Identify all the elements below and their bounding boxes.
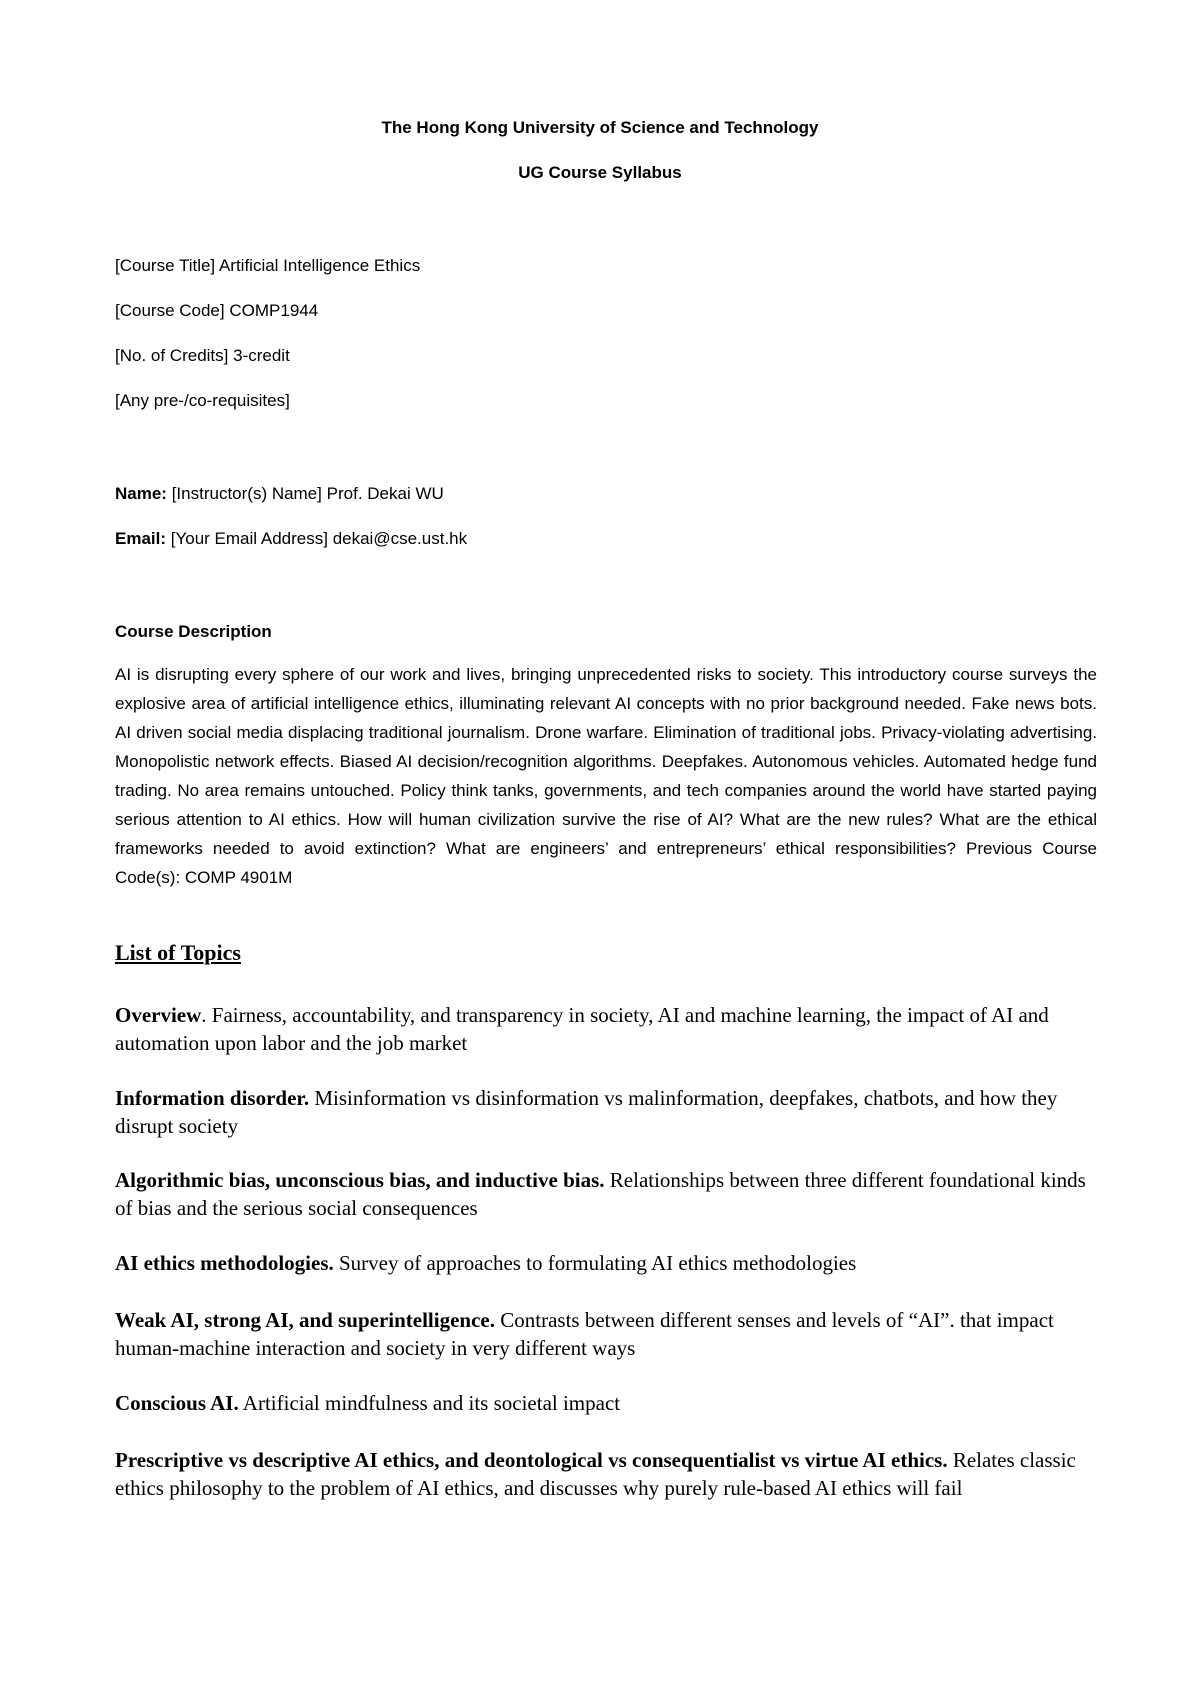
topic-text: Relationships between three different foundational kinds of bias and the serious social consequences: [115, 1168, 1086, 1220]
instructor-email-placeholder: [Your Email Address]: [170, 529, 328, 548]
course-code-value: COMP1944: [229, 301, 319, 320]
university-name: The Hong Kong University of Science and Technology: [381, 118, 819, 137]
topic-item: [115, 1306, 1095, 1362]
instructor-email-field: [115, 529, 467, 549]
course-description-body: AI is disrupting every sphere of our work and lives, bringing unprecedented risks to society. This introductory course surveys the explosive area of artificial intelligence ethics, illuminating relevant AI concepts with no prior background needed. Fake news bots. AI driven social media displacing traditional journalism. Drone warfare. Elimination of traditional jobs. Privacy-violating advertising. Monopolistic network effects. Biased AI decision/recognition algorithms. Deepfakes. Autonomous vehicles. Automated hedge fund trading. No area remains untouched. Policy think tanks, governments, and tech companies around the world have started paying serious attention to AI ethics. How will human civilization survive the rise of AI? What are the new rules? What are the ethical frameworks needed to avoid extinction? What are engineers’ and entrepreneurs’ ethical responsibilities? Previous Course Code(s): COMP 4901M: [115, 665, 1097, 887]
course-code-field: [115, 301, 318, 321]
topic-text: . Fairness, accountability, and transparency in society, AI and machine learning, the impact of AI and automation upon labor and the job market: [115, 1003, 1049, 1055]
credits-label: [No. of Credits]: [115, 346, 229, 365]
topic-title: Prescriptive vs descriptive AI ethics, and deontological vs consequentialist vs virtue AI ethics.: [115, 1448, 948, 1472]
topic-item: [115, 1001, 1095, 1057]
topic-text: Artificial mindfulness and its societal impact: [238, 1391, 621, 1415]
topic-title: Algorithmic bias, unconscious bias, and inductive bias.: [115, 1168, 605, 1192]
topic-item: [115, 1389, 1095, 1417]
topic-title: Information disorder.: [115, 1086, 310, 1110]
instructor-name-value: Prof. Dekai WU: [326, 484, 444, 503]
document-type: UG Course Syllabus: [518, 163, 682, 182]
course-title-label: [Course Title]: [115, 256, 216, 275]
course-description-heading: Course Description: [115, 622, 272, 641]
topics-heading: List of Topics: [115, 940, 241, 965]
instructor-email-value: dekai@cse.ust.hk: [332, 529, 468, 548]
prerequisites-label: [Any pre-/co-requisites]: [115, 391, 290, 410]
topic-title: Weak AI, strong AI, and superintelligence.: [115, 1308, 495, 1332]
prerequisites-field: [115, 391, 290, 411]
topic-item: [115, 1446, 1095, 1502]
topic-title: Overview: [115, 1003, 202, 1027]
course-code-label: [Course Code]: [115, 301, 225, 320]
topic-text: Relates classic ethics philosophy to the problem of AI ethics, and discusses why purely rule-based AI ethics will fail: [115, 1448, 1076, 1500]
topic-item: [115, 1166, 1095, 1222]
instructor-name-placeholder: [Instructor(s) Name]: [171, 484, 322, 503]
credits-value: 3-credit: [233, 346, 290, 365]
topic-title: Conscious AI.: [115, 1391, 239, 1415]
topic-text: Contrasts between different senses and levels of “AI”. that impact human-machine interaction and society in very different ways: [115, 1308, 1054, 1360]
instructor-name-label: Name:: [115, 484, 167, 503]
course-title-value: Artificial Intelligence Ethics: [218, 256, 421, 275]
instructor-email-label: Email:: [115, 529, 167, 548]
topic-text: Survey of approaches to formulating AI ethics methodologies: [333, 1251, 857, 1275]
topic-item: [115, 1084, 1095, 1140]
topic-item: [115, 1249, 1095, 1277]
course-title-field: [115, 256, 420, 276]
topic-text: Misinformation vs disinformation vs malinformation, deepfakes, chatbots, and how they disrupt society: [115, 1086, 1058, 1138]
instructor-name-field: [115, 484, 444, 504]
topic-title: AI ethics methodologies.: [115, 1251, 334, 1275]
credits-field: [115, 346, 290, 366]
